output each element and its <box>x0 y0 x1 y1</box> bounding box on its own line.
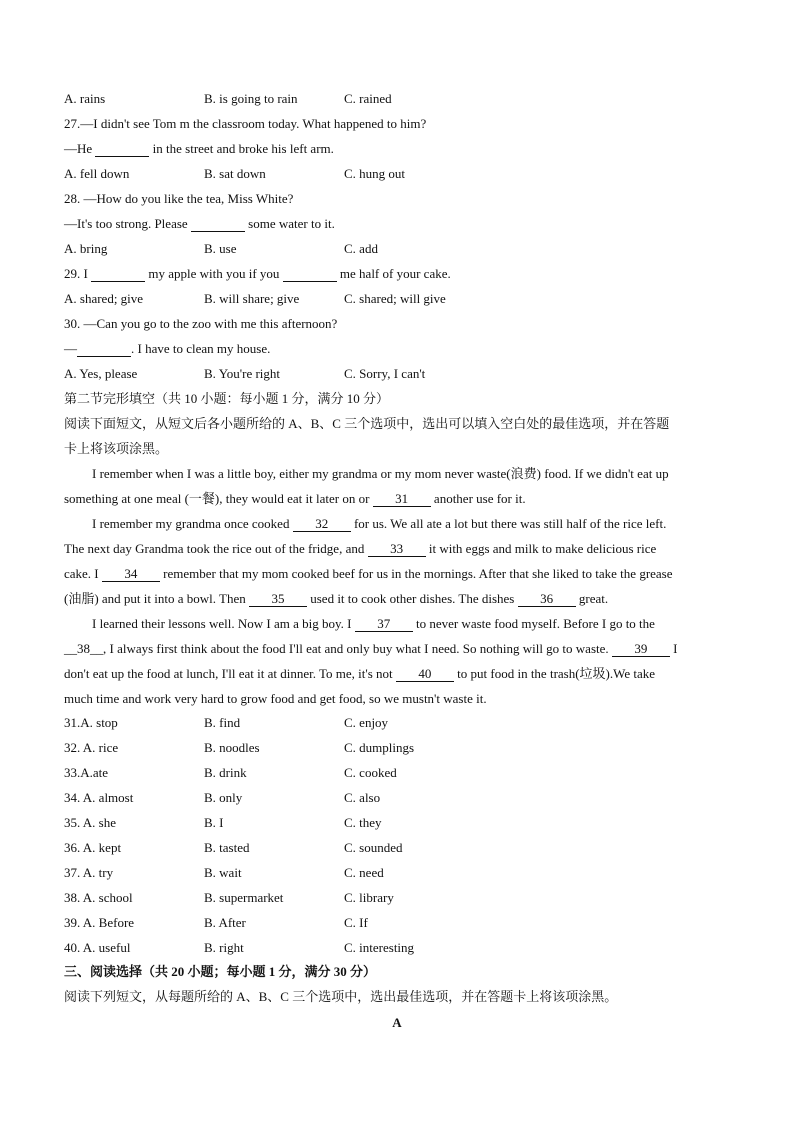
blank-33: 33 <box>368 541 426 557</box>
q30-answer-post: . I have to clean my house. <box>131 341 271 356</box>
option-a: 39. A. Before <box>64 915 135 930</box>
option-b: B. only <box>204 790 243 805</box>
option-c: C. library <box>344 890 394 905</box>
option-a: 33.A.ate <box>64 765 109 780</box>
passage-text: cake. I <box>64 566 102 581</box>
option-b: B. will share; give <box>204 291 300 306</box>
option-b: B. wait <box>204 865 242 880</box>
blank-39: 39 <box>612 641 670 657</box>
section3-title: 三、阅读选择（共 20 小题；每小题 1 分，满分 30 分） <box>64 964 377 979</box>
option-c: C. enjoy <box>344 715 389 730</box>
cloze-options-36 <box>64 838 730 858</box>
q27-answer-pre: —He <box>64 141 96 156</box>
cloze-options-33 <box>64 763 730 783</box>
cloze-options-31 <box>64 713 730 733</box>
q28-question: 28. —How do you like the tea, Miss White? <box>64 191 294 206</box>
q29-question <box>64 264 730 284</box>
q29-pre: 29. I <box>64 266 92 281</box>
option-a: 37. A. try <box>64 865 114 880</box>
passage-text: I remember my grandma once cooked <box>92 516 293 531</box>
answer-blank <box>95 141 149 157</box>
option-c: C. Sorry, I can't <box>344 366 426 381</box>
passage-line-5 <box>64 564 730 584</box>
option-a: A. shared; give <box>64 291 144 306</box>
option-b: B. drink <box>204 765 247 780</box>
option-b: B. is going to rain <box>204 91 298 106</box>
passage-text: another use for it. <box>430 491 526 506</box>
option-a: A. Yes, please <box>64 366 138 381</box>
option-c: C. they <box>344 815 382 830</box>
option-a: 40. A. useful <box>64 940 131 955</box>
passage-line-9 <box>64 664 730 684</box>
blank-35: 35 <box>249 591 307 607</box>
passage-line-2 <box>64 489 730 509</box>
option-b: B. After <box>204 915 246 930</box>
passage-text: for us. We all ate a lot but there was still half of the rice left. <box>350 516 667 531</box>
cloze-options-39 <box>64 913 730 933</box>
section2-title: 第二节完形填空（共 10 小题：每小题 1 分，满分 10 分） <box>64 391 390 406</box>
passage-text: to put food in the trash(垃圾).We take <box>453 666 656 681</box>
cloze-options-34 <box>64 788 730 808</box>
blank-31: 31 <box>373 491 431 507</box>
passage-text: __38__, I always first think about the food I'll eat and only buy what I need. So nothing will go to waste. <box>64 641 612 656</box>
option-c: C. hung out <box>344 166 406 181</box>
option-a: 35. A. she <box>64 815 116 830</box>
passage-line-3 <box>64 514 730 534</box>
q28-answer-post: some water to it. <box>244 216 335 231</box>
section3-instruction: 阅读下列短文，从每题所给的 A、B、C 三个选项中，选出最佳选项，并在答题卡上将该项涂黑。 <box>64 989 618 1004</box>
passage-text: great. <box>575 591 609 606</box>
option-c: C. If <box>344 915 368 930</box>
option-b: B. noodles <box>204 740 260 755</box>
blank-32: 32 <box>293 516 351 532</box>
option-c: C. sounded <box>344 840 403 855</box>
option-a: A. bring <box>64 241 108 256</box>
blank-40: 40 <box>396 666 454 682</box>
option-b: B. find <box>204 715 241 730</box>
answer-blank <box>77 341 131 357</box>
q29-post: me half of your cake. <box>336 266 451 281</box>
passage-text: I <box>669 641 678 656</box>
option-a: A. rains <box>64 91 106 106</box>
passage-text: (油脂) and put it into a bowl. Then <box>64 591 249 606</box>
option-c: C. add <box>344 241 378 256</box>
q28-answer-pre: —It's too strong. Please <box>64 216 191 231</box>
option-c: C. also <box>344 790 381 805</box>
q27-options <box>64 164 730 184</box>
option-c: C. shared; will give <box>344 291 446 306</box>
passage-line-8 <box>64 639 730 659</box>
option-a: 31.A. stop <box>64 715 118 730</box>
cloze-options-32 <box>64 738 730 758</box>
q27-answer-line <box>64 139 730 159</box>
q29-options <box>64 289 730 309</box>
q28-answer-line <box>64 214 730 234</box>
option-b: B. I <box>204 815 224 830</box>
answer-blank <box>283 266 337 282</box>
passage-text: it with eggs and milk to make delicious rice <box>425 541 657 556</box>
passage-text: something at one meal (一餐), they would eat it later on or <box>64 491 373 506</box>
option-b: B. You're right <box>204 366 281 381</box>
passage-text: I learned their lessons well. Now I am a big boy. I <box>92 616 355 631</box>
blank-36: 36 <box>518 591 576 607</box>
passage-text: don't eat up the food at lunch, I'll eat it at dinner. To me, it's not <box>64 666 396 681</box>
passage-text: remember that my mom cooked beef for us in the mornings. After that she liked to take the grease <box>159 566 673 581</box>
q30-options <box>64 364 730 384</box>
option-a: 38. A. school <box>64 890 133 905</box>
passage-line-10: much time and work very hard to grow food and get food, so we mustn't waste it. <box>64 691 487 706</box>
passage-line-1: I remember when I was a little boy, either my grandma or my mom never waste(浪费) food. If we didn't eat up <box>92 466 669 481</box>
blank-34: 34 <box>102 566 160 582</box>
passage-label: A <box>392 1015 402 1030</box>
option-b: B. right <box>204 940 244 955</box>
q27-question: 27.—I didn't see Tom m the classroom today. What happened to him? <box>64 116 427 131</box>
q30-question: 30. —Can you go to the zoo with me this afternoon? <box>64 316 338 331</box>
q30-answer-line <box>64 339 730 359</box>
q30-answer-pre: — <box>64 341 77 356</box>
passage-text: The next day Grandma took the rice out of the fridge, and <box>64 541 368 556</box>
blank-37: 37 <box>355 616 413 632</box>
passage-line-4 <box>64 539 730 559</box>
option-c: C. dumplings <box>344 740 415 755</box>
option-a: A. fell down <box>64 166 130 181</box>
cloze-options-38 <box>64 888 730 908</box>
option-c: C. cooked <box>344 765 397 780</box>
option-a: 36. A. kept <box>64 840 122 855</box>
option-a: 32. A. rice <box>64 740 119 755</box>
passage-line-6 <box>64 589 730 609</box>
q28-options <box>64 239 730 259</box>
option-b: B. use <box>204 241 237 256</box>
answer-blank <box>191 216 245 232</box>
q26-options <box>64 89 730 109</box>
option-c: C. interesting <box>344 940 415 955</box>
option-b: B. sat down <box>204 166 266 181</box>
option-c: C. rained <box>344 91 392 106</box>
passage-text: used it to cook other dishes. The dishes <box>306 591 518 606</box>
q29-mid: my apple with you if you <box>145 266 283 281</box>
cloze-options-40 <box>64 938 730 958</box>
passage-line-7 <box>64 614 730 634</box>
cloze-options-37 <box>64 863 730 883</box>
section2-instruction-1: 阅读下面短文，从短文后各小题所给的 A、B、C 三个选项中，选出可以填入空白处的最佳选项，并在答题 <box>64 416 670 431</box>
q27-answer-post: in the street and broke his left arm. <box>149 141 334 156</box>
passage-text: to never waste food myself. Before I go to the <box>412 616 655 631</box>
option-c: C. need <box>344 865 384 880</box>
answer-blank <box>91 266 145 282</box>
cloze-options-35 <box>64 813 730 833</box>
option-b: B. tasted <box>204 840 250 855</box>
option-b: B. supermarket <box>204 890 284 905</box>
section2-instruction-2: 卡上将该项涂黑。 <box>64 441 169 456</box>
option-a: 34. A. almost <box>64 790 134 805</box>
